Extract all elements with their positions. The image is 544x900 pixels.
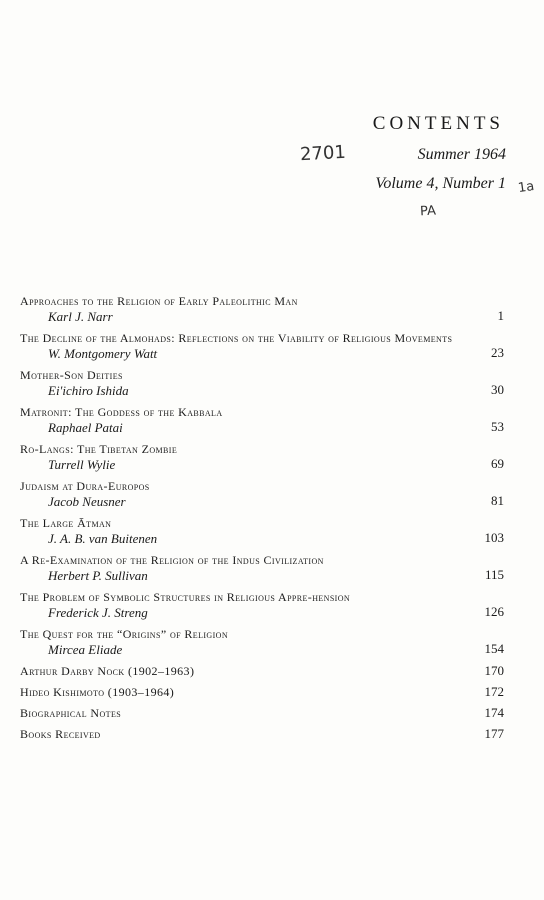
article-author: Raphael Patai bbox=[48, 420, 123, 435]
toc-entry bbox=[20, 664, 504, 679]
toc-entry bbox=[20, 685, 504, 700]
article-title: Judaism at Dura-Europos bbox=[20, 479, 150, 493]
handwritten-annotation: 1a bbox=[516, 178, 535, 197]
toc-entry bbox=[20, 442, 504, 473]
toc-entry bbox=[20, 479, 504, 510]
section-title: Biographical Notes bbox=[20, 706, 122, 720]
toc-entry bbox=[20, 706, 504, 721]
page-number: 1 bbox=[497, 308, 504, 323]
contents-heading: CONTENTS bbox=[372, 113, 504, 134]
page-number: 170 bbox=[484, 663, 504, 678]
page-number: 115 bbox=[484, 567, 504, 582]
article-author: J. A. B. van Buitenen bbox=[48, 531, 158, 546]
page-number: 53 bbox=[491, 419, 504, 434]
article-title: Mother-Son Deities bbox=[20, 368, 123, 382]
toc-entry bbox=[20, 368, 504, 399]
section-title: Arthur Darby Nock (1902–1963) bbox=[20, 664, 195, 678]
article-title: Matronit: The Goddess of the Kabbala bbox=[20, 405, 223, 419]
handwritten-annotation: 2701 bbox=[299, 141, 347, 166]
article-author: Jacob Neusner bbox=[48, 494, 126, 509]
article-author: Turrell Wylie bbox=[48, 457, 116, 472]
handwritten-annotation: PA bbox=[419, 203, 437, 220]
issue-season: Summer 1964 bbox=[417, 146, 506, 163]
article-title: A Re-Examination of the Religion of the Indus Civilization bbox=[20, 553, 324, 567]
section-title: Books Received bbox=[20, 727, 101, 741]
page-number: 23 bbox=[491, 345, 504, 360]
page-number: 177 bbox=[484, 726, 504, 741]
article-title: The Large Ātman bbox=[20, 516, 112, 530]
article-title: Approaches to the Religion of Early Paleolithic Man bbox=[20, 294, 298, 308]
article-author: Mircea Eliade bbox=[48, 642, 123, 657]
toc-entry bbox=[20, 553, 504, 584]
page-number: 174 bbox=[484, 705, 504, 720]
article-title: The Decline of the Almohads: Reflections on the Viability of Religious Movements bbox=[20, 331, 453, 345]
article-author: W. Montgomery Watt bbox=[48, 346, 158, 361]
toc-entry bbox=[20, 331, 504, 362]
toc-entry bbox=[20, 727, 504, 742]
toc-entry bbox=[20, 294, 504, 325]
page-number: 172 bbox=[484, 684, 504, 699]
article-author: Karl J. Narr bbox=[48, 309, 113, 324]
page-number: 154 bbox=[484, 641, 504, 656]
page-number: 69 bbox=[491, 456, 504, 471]
toc-entry bbox=[20, 516, 504, 547]
page-header bbox=[0, 0, 544, 270]
page-number: 30 bbox=[491, 382, 504, 397]
page-number: 103 bbox=[484, 530, 504, 545]
article-author: Ei'ichiro Ishida bbox=[48, 383, 129, 398]
toc-entry bbox=[20, 405, 504, 436]
volume-number: Volume 4, Number 1 bbox=[375, 175, 506, 192]
article-author: Frederick J. Streng bbox=[48, 605, 148, 620]
page-number: 81 bbox=[491, 493, 504, 508]
section-title: Hideo Kishimoto (1903–1964) bbox=[20, 685, 175, 699]
toc-entry bbox=[20, 590, 504, 621]
page-number: 126 bbox=[484, 604, 504, 619]
table-of-contents bbox=[20, 294, 504, 748]
article-title: Ro-Langs: The Tibetan Zombie bbox=[20, 442, 178, 456]
article-title: The Quest for the “Origins” of Religion bbox=[20, 627, 229, 641]
toc-entry bbox=[20, 627, 504, 658]
article-author: Herbert P. Sullivan bbox=[48, 568, 148, 583]
article-title: The Problem of Symbolic Structures in Religious Appre-hension bbox=[20, 590, 351, 604]
